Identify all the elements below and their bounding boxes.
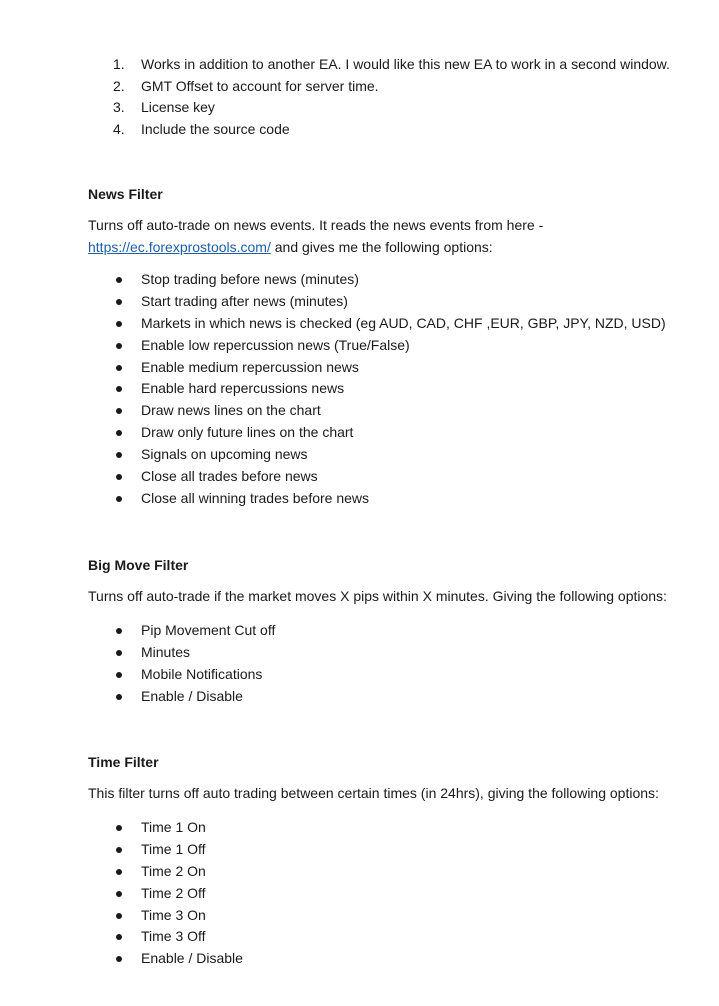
bullet-item-text: Enable low repercussion news (True/False) — [141, 336, 410, 353]
bullet-icon — [116, 672, 122, 678]
bullet-item-text: Time 1 On — [141, 819, 206, 835]
news-filter-description — [88, 215, 713, 258]
bullet-item-text: Pip Movement Cut off — [141, 622, 276, 638]
bullet-icon — [116, 869, 122, 875]
list-number: 3. — [113, 99, 125, 115]
time-filter-heading: Time Filter — [88, 754, 159, 770]
bullet-item-text: Enable / Disable — [141, 687, 243, 704]
list-item-text: Include the source code — [141, 120, 290, 137]
list-number: 2. — [113, 77, 125, 94]
bullet-item-text: Stop trading before news (minutes) — [141, 271, 359, 287]
big-move-filter-description: Turns off auto-trade if the market moves X pips within X minutes. Giving the following options: — [88, 588, 667, 604]
bullet-item-text: Time 3 On — [141, 906, 206, 923]
bullet-item-text: Enable hard repercussions news — [141, 380, 345, 397]
bullet-icon — [116, 694, 122, 700]
time-filter-description: This filter turns off auto trading between certain times (in 24hrs), giving the following options: — [88, 785, 659, 801]
bullet-icon — [116, 891, 122, 897]
bullet-icon — [116, 934, 122, 940]
news-source-link[interactable]: https://ec.forexprostools.com/ — [88, 238, 271, 255]
big-move-filter-heading: Big Move Filter — [88, 557, 189, 573]
bullet-icon — [116, 956, 122, 962]
bullet-item-text: Time 2 Off — [141, 884, 206, 901]
news-filter-heading: News Filter — [88, 186, 163, 202]
list-item-text: Works in addition to another EA. I would like this new EA to work in a second window. — [141, 56, 670, 72]
bullet-icon — [116, 365, 122, 371]
bullet-icon — [116, 277, 122, 283]
bullet-item-text: Mobile Notifications — [141, 665, 263, 682]
bullet-icon — [116, 321, 122, 327]
bullet-item-text: Time 2 On — [141, 862, 206, 879]
bullet-icon — [116, 847, 122, 853]
list-number: 1. — [113, 56, 125, 72]
list-item-text: License key — [141, 99, 215, 115]
bullet-item-text: Close all trades before news — [141, 468, 318, 485]
bullet-item-text: Draw only future lines on the chart — [141, 424, 354, 441]
bullet-item-text: Close all winning trades before news — [141, 489, 370, 506]
bullet-icon — [116, 386, 122, 392]
bullet-item-text: Enable medium repercussion news — [141, 358, 359, 375]
news-filter-description-line2 — [88, 237, 713, 259]
bullet-icon — [116, 408, 122, 414]
news-filter-description-rest: and gives me the following options: — [270, 238, 493, 255]
bullet-item-text: Signals on upcoming news — [141, 446, 308, 463]
list-item-text: GMT Offset to account for server time. — [141, 77, 379, 94]
bullet-item-text: Draw news lines on the chart — [141, 402, 321, 419]
bullet-icon — [116, 430, 122, 436]
bullet-item-text: Minutes — [141, 643, 191, 660]
bullet-icon — [116, 913, 122, 919]
bullet-icon — [116, 299, 122, 305]
bullet-icon — [116, 343, 122, 349]
bullet-icon — [116, 474, 122, 480]
bullet-icon — [116, 452, 122, 458]
list-number: 4. — [113, 120, 125, 137]
bullet-icon — [116, 496, 122, 502]
bullet-icon — [116, 650, 122, 656]
bullet-icon — [116, 825, 122, 831]
bullet-item-text: Enable / Disable — [141, 950, 243, 967]
bullet-item-text: Start trading after news (minutes) — [141, 292, 348, 309]
news-filter-description-line1: Turns off auto-trade on news events. It reads the news events from here - — [88, 217, 544, 233]
bullet-item-text: Time 3 Off — [141, 928, 206, 945]
bullet-item-text: Time 1 Off — [141, 840, 206, 857]
bullet-item-text: Markets in which news is checked (eg AUD, CAD, CHF ,EUR, GBP, JPY, NZD, USD) — [141, 314, 666, 331]
bullet-icon — [116, 628, 122, 634]
